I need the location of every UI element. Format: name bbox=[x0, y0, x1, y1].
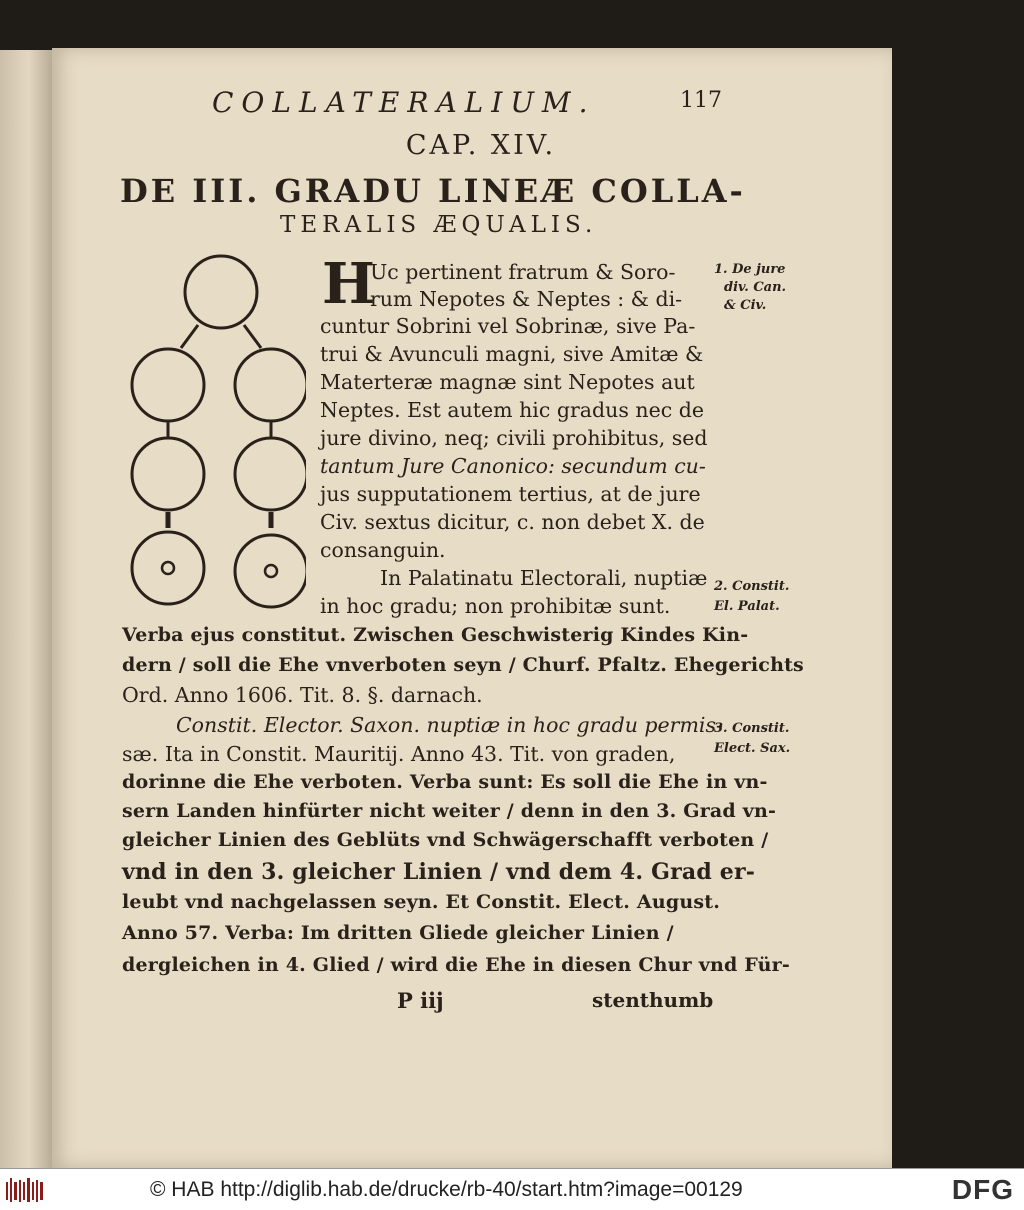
margin-note: 1. De jure bbox=[714, 262, 786, 277]
text-line: Verba ejus constitut. Zwischen Geschwisterig Kindes Kin- bbox=[122, 624, 749, 646]
text-line: cuntur Sobrini vel Sobrinæ, sive Pa- bbox=[320, 314, 696, 338]
book-page bbox=[52, 48, 892, 1168]
signature-mark: P iij bbox=[397, 988, 444, 1013]
margin-note: 2. Constit. bbox=[714, 579, 790, 594]
text-line: Civ. sextus dicitur, c. non debet X. de bbox=[320, 510, 705, 534]
right-great-grandchild-circle bbox=[235, 535, 306, 607]
left-child-circle bbox=[132, 349, 204, 421]
chapter-heading: CAP. XIV. bbox=[405, 130, 557, 161]
left-great-grandchild-circle bbox=[132, 532, 204, 604]
text-line: sern Landen hinfürter nicht weiter / denn in den 3. Grad vn- bbox=[122, 800, 777, 822]
text-line: jus supputationem tertius, at de jure bbox=[320, 482, 701, 506]
text-line: Constit. Elector. Saxon. nuptiæ in hoc gradu permis- bbox=[176, 713, 723, 737]
right-child-circle bbox=[235, 349, 306, 421]
drop-cap: H bbox=[322, 251, 375, 317]
chapter-title-line-1: DE III. GRADU LINEÆ COLLA- bbox=[120, 172, 746, 210]
kinship-tree-svg bbox=[126, 248, 306, 618]
copyright-url[interactable]: © HAB http://diglib.hab.de/drucke/rb-40/start.htm?image=00129 bbox=[150, 1178, 743, 1201]
text-line: Uc pertinent fratrum & Soro- bbox=[370, 260, 676, 284]
text-line: dorinne die Ehe verboten. Verba sunt: Es soll die Ehe in vn- bbox=[122, 771, 768, 793]
text-line: Materteræ magnæ sint Nepotes aut bbox=[320, 370, 695, 394]
catchword: stenthumb bbox=[592, 988, 714, 1012]
text-line: Ord. Anno 1606. Tit. 8. §. darnach. bbox=[122, 683, 483, 707]
margin-note: & Civ. bbox=[724, 298, 767, 313]
text-line: tantum Jure Canonico: secundum cu- bbox=[320, 454, 706, 478]
right-grandchild-circle bbox=[235, 438, 306, 510]
margin-note: div. Can. bbox=[724, 280, 787, 295]
text-line: jure divino, neq; civili prohibitus, sed bbox=[320, 426, 708, 450]
text-line: dergleichen in 4. Glied / wird die Ehe in diesen Chur vnd Für- bbox=[122, 954, 790, 976]
text-line: dern / soll die Ehe vnverboten seyn / Churf. Pfaltz. Ehegerichts bbox=[122, 654, 804, 676]
text-line: in hoc gradu; non prohibitæ sunt. bbox=[320, 594, 671, 618]
common-ancestor-circle bbox=[185, 256, 257, 328]
text-line: sæ. Ita in Constit. Mauritij. Anno 43. Tit. von graden, bbox=[122, 742, 676, 766]
text-line: trui & Avunculi magni, sive Amitæ & bbox=[320, 342, 704, 366]
page-number: 117 bbox=[680, 88, 722, 113]
text-line: gleicher Linien des Geblüts vnd Schwägerschafft verboten / bbox=[122, 829, 769, 851]
dfg-logo: DFG bbox=[951, 1174, 1014, 1205]
text-line: Anno 57. Verba: Im dritten Gliede gleicher Linien / bbox=[122, 922, 674, 944]
chapter-title-line-2: TERALIS ÆQUALIS. bbox=[280, 212, 598, 238]
kinship-tree-diagram bbox=[126, 248, 306, 618]
text-line: leubt vnd nachgelassen seyn. Et Constit. Elect. August. bbox=[122, 891, 721, 913]
previous-page-edge bbox=[0, 50, 52, 1168]
margin-note: Elect. Sax. bbox=[714, 741, 791, 756]
left-grandchild-circle bbox=[132, 438, 204, 510]
barcode-logo-icon bbox=[6, 1178, 44, 1202]
margin-note: 3. Constit. bbox=[714, 721, 790, 736]
text-line: rum Nepotes & Neptes : & di- bbox=[370, 287, 683, 311]
viewer-footer bbox=[0, 1168, 1024, 1210]
text-line: consanguin. bbox=[320, 538, 446, 562]
text-line: vnd in den 3. gleicher Linien / vnd dem 4. Grad er- bbox=[122, 859, 756, 885]
running-head: COLLATERALIUM. bbox=[212, 86, 596, 119]
text-line: Neptes. Est autem hic gradus nec de bbox=[320, 398, 704, 422]
text-line: In Palatinatu Electorali, nuptiæ bbox=[380, 566, 708, 590]
margin-note: El. Palat. bbox=[714, 599, 780, 614]
